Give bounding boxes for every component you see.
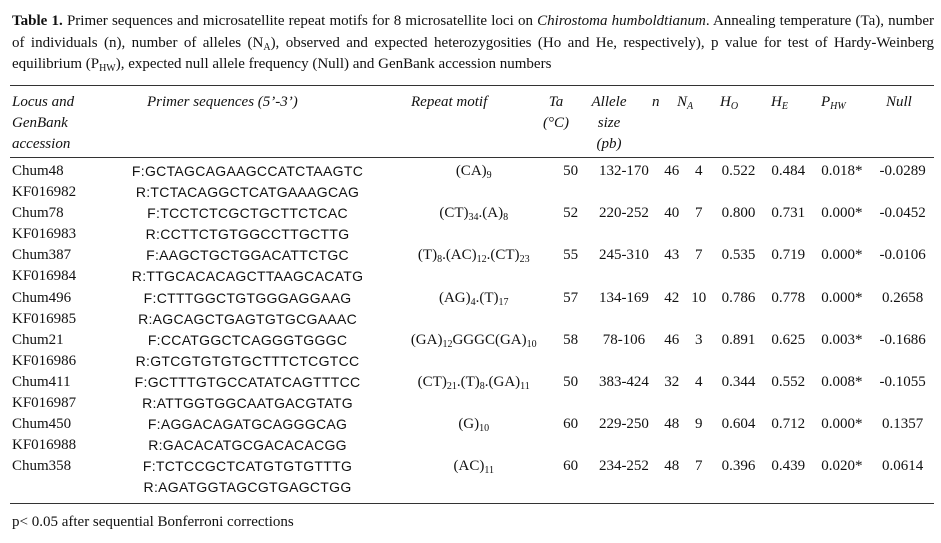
reverse-primer: R:TTGCACACAGCTTAAGCACATG [131, 268, 364, 285]
caption-text: . Annealing temperature (Ta), number of individuals (n), number of alleles (N [12, 13, 935, 51]
repeat-motif [395, 372, 552, 393]
null-value: 0.0614 [881, 458, 924, 475]
row-continuation [395, 182, 934, 203]
reverse-primer: R:TCTACAGGCTCATGAAAGCAG [135, 184, 360, 201]
motif-repeat-count: 10 [526, 338, 537, 350]
header-ho-letter: H [720, 94, 731, 110]
motif-repeat-count: 4 [470, 296, 476, 308]
caption-text: ), expected null allele frequency (Null) and GenBank accession numbers [115, 56, 552, 72]
ta-value: 50 [563, 373, 579, 390]
ta-value: 58 [563, 331, 579, 348]
table-row [10, 393, 934, 414]
phw-value: 0.008* [821, 373, 863, 390]
na-value: 7 [694, 247, 703, 264]
table-row [10, 456, 934, 477]
header-ta-line: Ta [548, 94, 564, 110]
forward-primer: F:TCTCCGCTCATGTGTGTTTG [142, 458, 353, 475]
header-locus-line: Locus and [12, 94, 75, 110]
motif-unit: (AC) [453, 458, 485, 475]
na-value: 4 [694, 373, 703, 390]
table-row [10, 372, 934, 393]
locus-name: Chum21 [12, 331, 64, 348]
motif-repeat-count: 12 [476, 254, 487, 266]
locus-name: Chum78 [12, 205, 64, 222]
motif-unit: .(CT) [486, 247, 520, 264]
n-value: 32 [664, 373, 680, 390]
table-row [10, 288, 934, 309]
caption-species: Chirostoma humboldtianum [537, 13, 706, 29]
caption-sub: HW [99, 63, 116, 74]
ho-value: 0.522 [721, 163, 756, 179]
header-ta-line: (°C) [543, 115, 569, 131]
ta-value: 60 [563, 416, 579, 433]
motif-repeat-count: 12 [442, 338, 453, 350]
caption-sub: A [263, 41, 271, 53]
locus-name: Chum387 [12, 247, 72, 264]
locus-name: Chum496 [12, 289, 72, 306]
locus-name: Chum450 [12, 416, 72, 433]
he-value: 0.778 [771, 289, 806, 306]
ho-value: 0.891 [721, 331, 756, 348]
header-phw-letter: P [821, 94, 831, 110]
ho-value: 0.344 [721, 373, 756, 390]
caption-text: ), observed and expected heterozygosities (Ho and He, respectively), p value for test of Hardy-Weinberg equilibrium (P [12, 34, 935, 72]
genbank-accession: KF016983 [12, 226, 77, 243]
n-value: 48 [664, 416, 680, 433]
motif-unit: (GA) [410, 331, 443, 348]
na-value: 9 [694, 416, 703, 433]
repeat-motif [395, 161, 552, 182]
table-row [10, 245, 934, 266]
header-allele-line: size [597, 115, 621, 131]
he-value: 0.484 [771, 163, 806, 179]
motif-unit: (AG) [438, 289, 471, 306]
forward-primer: F:GCTAGCAGAAGCCATCTAAGTC [131, 163, 364, 179]
table-row [10, 203, 934, 224]
header-primer: Primer sequences (5’-3’) [147, 94, 298, 110]
genbank-accession: KF016985 [12, 310, 77, 327]
repeat-motif [395, 245, 552, 266]
header-ho [720, 92, 738, 113]
repeat-motif [395, 330, 552, 351]
motif-unit: (CT) [417, 373, 447, 390]
genbank-accession: KF016988 [12, 437, 77, 454]
motif-unit: .(T) [475, 289, 499, 306]
reverse-primer: R:GTCGTGTGTGCTTTCTCGTCC [135, 352, 360, 369]
n-value: 46 [664, 163, 680, 179]
motif-unit: GGGC(GA) [452, 331, 527, 348]
repeat-motif [395, 288, 552, 309]
motif-unit: .(AC) [442, 247, 477, 264]
reverse-primer: R:GACACATGCGACACACGG [148, 437, 347, 454]
header-locus [12, 92, 74, 155]
primer-table [10, 161, 934, 499]
header-motif: Repeat motif [411, 94, 488, 110]
allele-size-value: 383-424 [598, 373, 649, 390]
forward-primer: F:CCATGGCTCAGGGTGGGC [147, 331, 348, 348]
motif-repeat-count: 17 [498, 296, 509, 308]
header-n: n [652, 94, 660, 110]
table-row [10, 414, 934, 435]
allele-size-value: 245-310 [598, 247, 649, 264]
header-top-rule [10, 85, 934, 86]
table-row [10, 309, 934, 330]
repeat-motif [395, 203, 552, 224]
row-continuation [395, 393, 934, 414]
motif-unit: (G) [458, 416, 480, 433]
forward-primer: F:AGGACAGATGCAGGGCAG [147, 416, 348, 433]
na-value: 10 [691, 289, 707, 306]
forward-primer: F:TCCTCTCGCTGCTTCTCAC [147, 205, 348, 222]
row-continuation [395, 309, 934, 330]
row-continuation [395, 224, 934, 245]
ho-value: 0.396 [721, 458, 756, 475]
motif-repeat-count: 11 [484, 465, 494, 477]
motif-unit: .(GA) [484, 373, 521, 390]
allele-size-value: 132-170 [598, 163, 649, 179]
ta-value: 60 [563, 458, 579, 475]
genbank-accession: KF016982 [12, 184, 77, 201]
header-na-sub: A [687, 101, 694, 112]
header-allele-size [584, 92, 634, 155]
null-value: -0.0289 [879, 163, 926, 179]
table-caption [12, 11, 934, 76]
na-value: 7 [694, 458, 703, 475]
he-value: 0.731 [771, 205, 806, 222]
header-he [771, 92, 788, 113]
motif-repeat-count: 23 [519, 254, 530, 266]
header-bottom-rule [10, 157, 934, 158]
na-value: 4 [694, 163, 703, 179]
allele-size-value: 220-252 [598, 205, 649, 222]
phw-value: 0.000* [821, 289, 863, 306]
header-phw-sub: HW [830, 101, 846, 112]
na-value: 7 [694, 205, 703, 222]
row-continuation [395, 351, 934, 372]
he-value: 0.625 [771, 331, 806, 348]
n-value: 43 [664, 247, 680, 264]
null-value: -0.0452 [879, 205, 926, 222]
ho-value: 0.535 [721, 247, 756, 264]
table-row [10, 435, 934, 456]
header-allele-line: Allele [591, 94, 627, 110]
genbank-accession: KF016986 [12, 352, 77, 369]
repeat-motif [395, 414, 552, 435]
caption-label: Table 1. [12, 13, 63, 29]
table-row [10, 182, 934, 203]
phw-value: 0.000* [821, 205, 863, 222]
header-na [677, 92, 693, 113]
allele-size-value: 234-252 [598, 458, 649, 475]
n-value: 46 [664, 331, 680, 348]
repeat-motif [395, 456, 552, 477]
header-ta [538, 92, 574, 134]
motif-repeat-count: 9 [486, 170, 492, 181]
motif-repeat-count: 8 [503, 212, 509, 224]
genbank-accession: KF016987 [12, 395, 77, 412]
table-row [10, 330, 934, 351]
phw-value: 0.000* [821, 416, 863, 433]
he-value: 0.552 [771, 373, 806, 390]
row-continuation [395, 477, 934, 498]
row-continuation [395, 435, 934, 456]
table-row [10, 351, 934, 372]
ho-value: 0.800 [721, 205, 756, 222]
footnote: p< 0.05 after sequential Bonferroni corrections [12, 514, 294, 530]
genbank-accession [10, 477, 100, 498]
ta-value: 50 [563, 163, 579, 179]
header-he-letter: H [771, 94, 782, 110]
reverse-primer: R:ATTGGTGGCAATGACGTATG [142, 395, 353, 412]
locus-name: Chum411 [12, 373, 71, 390]
forward-primer: F:GCTTTGTGCCATATCAGTTTCC [134, 373, 361, 390]
null-value: -0.1686 [879, 331, 926, 348]
header-locus-line: accession [12, 136, 71, 152]
n-value: 40 [664, 205, 680, 222]
allele-size-value: 134-169 [598, 289, 649, 306]
forward-primer: F:AAGCTGCTGGACATTCTGC [146, 247, 349, 264]
row-continuation [395, 266, 934, 287]
header-allele-line: (pb) [596, 136, 622, 152]
he-value: 0.719 [771, 247, 806, 264]
n-value: 48 [664, 458, 680, 475]
reverse-primer: R:AGATGGTAGCGTGAGCTGG [143, 479, 352, 496]
header-ho-sub: O [730, 101, 739, 112]
table-row [10, 266, 934, 287]
null-value: 0.2658 [881, 289, 924, 306]
motif-repeat-count: 8 [437, 254, 443, 266]
forward-primer: F:CTTTGGCTGTGGGAGGAAG [143, 289, 352, 306]
caption-text: Primer sequences and microsatellite repeat motifs for 8 microsatellite loci on [62, 13, 538, 29]
phw-value: 0.000* [821, 247, 863, 264]
table-row [10, 477, 934, 498]
motif-repeat-count: 11 [520, 380, 530, 392]
motif-repeat-count: 10 [479, 423, 490, 435]
motif-repeat-count: 21 [446, 380, 457, 392]
motif-unit: (CT) [439, 205, 469, 222]
null-value: 0.1357 [881, 416, 924, 433]
he-value: 0.712 [771, 416, 806, 433]
motif-unit: (CA) [455, 163, 487, 179]
phw-value: 0.003* [821, 331, 863, 348]
phw-value: 0.018* [821, 163, 863, 179]
motif-repeat-count: 34 [468, 212, 479, 224]
null-value: -0.1055 [879, 373, 926, 390]
ta-value: 57 [563, 289, 579, 306]
reverse-primer: R:AGCAGCTGAGTGTGCGAAAC [138, 310, 358, 327]
table-row [10, 224, 934, 245]
ta-value: 55 [563, 247, 579, 264]
locus-name: Chum358 [12, 458, 72, 475]
locus-name: Chum48 [12, 163, 64, 179]
table-bottom-rule [10, 503, 934, 504]
n-value: 42 [664, 289, 680, 306]
motif-unit: .(A) [478, 205, 504, 222]
null-value: -0.0106 [879, 247, 926, 264]
allele-size-value: 229-250 [598, 416, 649, 433]
ho-value: 0.604 [721, 416, 756, 433]
motif-unit: (T) [417, 247, 438, 264]
na-value: 3 [694, 331, 703, 348]
header-phw [821, 92, 846, 113]
ho-value: 0.786 [721, 289, 756, 306]
table-row [10, 161, 934, 182]
allele-size-value: 78-106 [602, 331, 646, 348]
motif-unit: .(T) [456, 373, 480, 390]
header-he-sub: E [781, 101, 788, 112]
motif-repeat-count: 8 [479, 380, 485, 392]
ta-value: 52 [563, 205, 579, 222]
reverse-primer: R:CCTTCTGTGGCCTTGCTTG [145, 226, 350, 243]
header-locus-line: GenBank [12, 115, 68, 131]
phw-value: 0.020* [821, 458, 863, 475]
header-na-letter: N [677, 94, 688, 110]
he-value: 0.439 [771, 458, 806, 475]
genbank-accession: KF016984 [12, 268, 77, 285]
header-null: Null [886, 94, 912, 110]
